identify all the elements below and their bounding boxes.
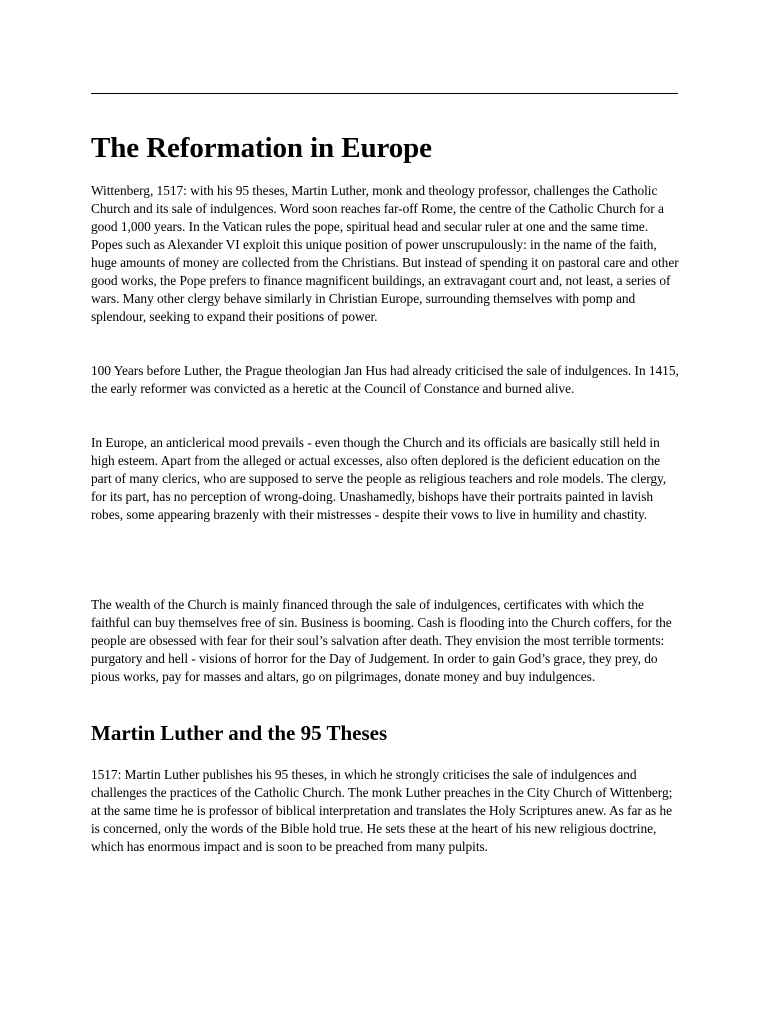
document-title: The Reformation in Europe <box>91 132 432 164</box>
paragraph-wittenberg: Wittenberg, 1517: with his 95 theses, Martin Luther, monk and theology professor, challenges the Catholic Church and its sale of indulgences. Word soon reaches far-off Rome, the centre of the Catholic Church for a good 1,000 years. In the Vatican rules the pope, spiritual head and secular ruler at one and the same time. Popes such as Alexander VI exploit this unique position of power unscrupulously: in the name of the faith, huge amounts of money are collected from the Christians. But instead of spending it on pastoral care and other good works, the Pope prefers to finance magnificent buildings, an extravagant court and, not least, a series of wars. Many other clergy behave similarly in Christian Europe, surrounding themselves with pomp and splendour, seeking to expand their positions of power. <box>91 183 679 324</box>
top-horizontal-rule <box>91 93 678 94</box>
paragraph-jan-hus: 100 Years before Luther, the Prague theologian Jan Hus had already criticised the sale of indulgences. In 1415, the early reformer was convicted as a heretic at the Council of Constance and burned alive. <box>91 363 679 396</box>
paragraph-wealth-of-church: The wealth of the Church is mainly financed through the sale of indulgences, certificates with which the faithful can buy themselves free of sin. Business is booming. Cash is flooding into the Church coffers, for the people are obsessed with fear for their soul’s salvation after death. They envision the most terrible torments: purgatory and hell - visions of horror for the Day of Judgement. In order to gain God’s grace, they prey, do pious works, pay for masses and altars, go on pilgrimages, donate money and buy indulgences. <box>91 597 672 684</box>
section-heading-luther: Martin Luther and the 95 Theses <box>91 721 388 745</box>
paragraph-luther-theses: 1517: Martin Luther publishes his 95 theses, in which he strongly criticises the sale of indulgences and challenges the practices of the Catholic Church. The monk Luther preaches in the City Church of Wittenberg; at the same time he is professor of biblical interpretation and translates the Holy Scriptures anew. As far as he is concerned, only the words of the Bible hold true. He sets these at the heart of his new religious doctrine, which has enormous impact and is soon to be preached from many pulpits. <box>91 767 673 854</box>
paragraph-anticlerical-mood: In Europe, an anticlerical mood prevails - even though the Church and its officials are basically still held in high esteem. Apart from the alleged or actual excesses, also often deplored is the deficient education on the part of many clerics, who are supposed to serve the people as religious teachers and role models. The clergy, for its part, has no perception of wrong-doing. Unashamedly, bishops have their portraits painted in lavish robes, some appearing brazenly with their mistresses - despite their vows to live in humility and chastity. <box>91 435 667 522</box>
